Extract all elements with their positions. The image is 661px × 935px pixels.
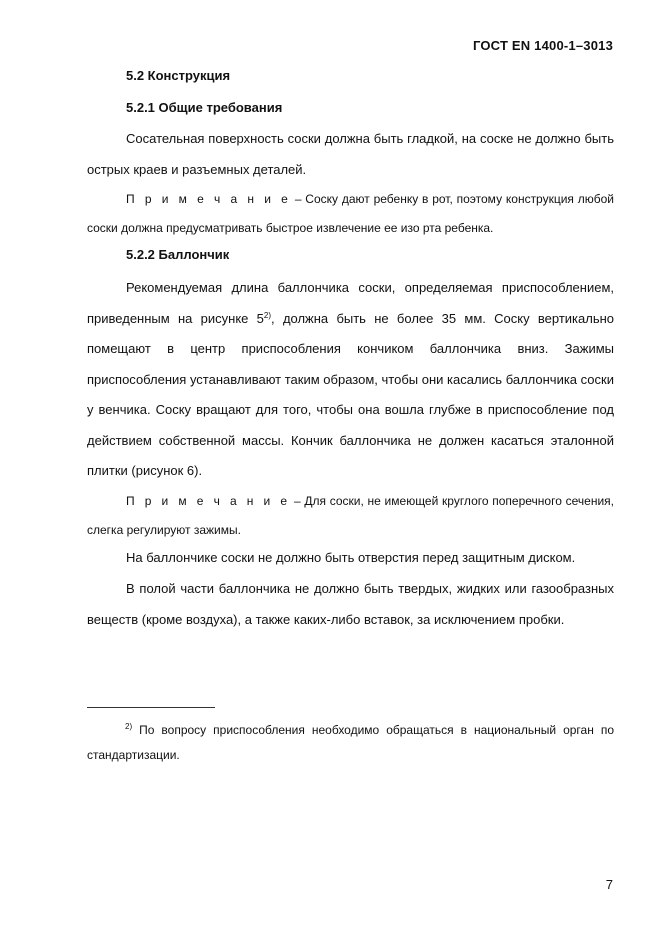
paragraph-bulb-length-part1: Рекомендуемая длина баллончика соски, определяемая приспособлением, приведенным на рисунке 5 bbox=[87, 280, 614, 326]
note-label: П р и м е ч а н и е bbox=[126, 192, 291, 206]
footnote-text: По вопросу приспособления необходимо обращаться в национальный орган по стандартизации. bbox=[87, 723, 614, 762]
footnote-reference: 2) bbox=[263, 310, 272, 320]
footnote-separator bbox=[87, 707, 215, 708]
document-code: ГОСТ EN 1400-1–3013 bbox=[472, 38, 613, 53]
paragraph-no-hole: На баллончике соски не должно быть отверстия перед защитным диском. bbox=[126, 550, 576, 565]
section-heading-5-2: 5.2 Конструкция bbox=[126, 68, 231, 83]
note-bulb-cross-section bbox=[87, 487, 614, 545]
footnote-marker: 2) bbox=[125, 722, 133, 731]
note-label: П р и м е ч а н и е bbox=[126, 494, 291, 508]
paragraph-bulb-length bbox=[87, 273, 614, 487]
paragraph-hollow-part: В полой части баллончика не должно быть твердых, жидких или газообразных веществ (кроме воздуха), а также каких-либо вставок, за исключением пробки. bbox=[87, 581, 614, 627]
note-text: – Для соски, не имеющей круглого поперечного сечения, слегка регулируют зажимы. bbox=[87, 494, 614, 537]
paragraph-bulb-length-part2: , должна быть не более 35 мм. Соску вертикально помещают в центр приспособления кончиком баллончика вниз. Зажимы приспособления устанавливают таким образом, чтобы они касались баллончика соски у венчика. Соску вращают для того, чтобы она вошла глубже в приспособление под действием собственной массы. Кончик баллончика не должен касаться эталонной плитки (рисунок 6). bbox=[87, 310, 615, 478]
note-general-requirements bbox=[87, 185, 614, 243]
footnote bbox=[87, 718, 614, 768]
section-heading-5-2-2: 5.2.2 Баллончик bbox=[126, 247, 230, 262]
note-text: – Соску дают ребенку в рот, поэтому конструкция любой соски должна предусматривать быстрое извлечение ее изо рта ребенка. bbox=[87, 192, 614, 235]
page-number: 7 bbox=[605, 877, 613, 892]
paragraph-general-requirements: Сосательная поверхность соски должна быть гладкой, на соске не должно быть острых краев и разъемных деталей. bbox=[87, 131, 614, 177]
section-heading-5-2-1: 5.2.1 Общие требования bbox=[126, 100, 283, 115]
